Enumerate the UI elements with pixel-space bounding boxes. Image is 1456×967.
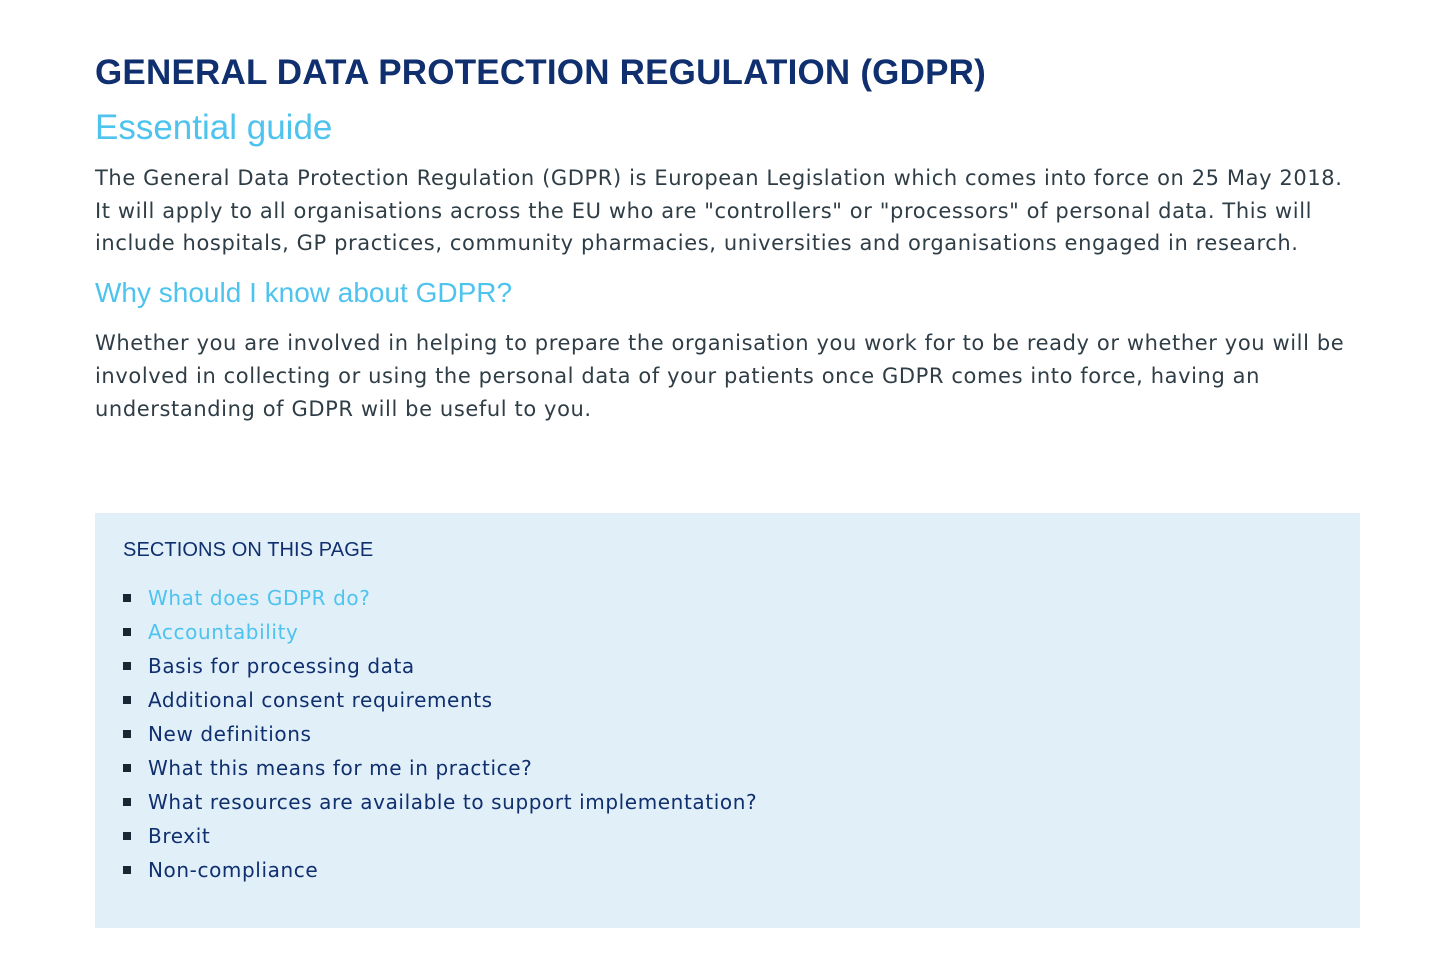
page-title: GENERAL DATA PROTECTION REGULATION (GDPR) (95, 53, 986, 92)
list-item (123, 649, 757, 683)
intro-paragraph: The General Data Protection Regulation (GDPR) is European Legislation which comes into force on 25 May 2018. It will apply to all organisations across the EU who are "controllers" or "processors" of personal data. This will include hospitals, GP practices, community pharmacies, universities and organisations engaged in research. (95, 166, 1343, 256)
section-link-basis-for-processing[interactable]: Basis for processing data (148, 654, 415, 678)
list-item (123, 751, 757, 785)
bullet-icon (123, 764, 131, 772)
why-heading: Why should I know about GDPR? (95, 277, 513, 309)
section-link-accountability[interactable]: Accountability (148, 620, 299, 644)
section-link-resources[interactable]: What resources are available to support implementation? (148, 790, 758, 814)
sections-panel (95, 513, 1360, 928)
section-link-brexit[interactable]: Brexit (148, 824, 211, 848)
page-subtitle: Essential guide (95, 108, 333, 147)
bullet-icon (123, 866, 131, 874)
list-item (123, 717, 757, 751)
list-item (123, 819, 757, 853)
section-link-non-compliance[interactable]: Non-compliance (148, 858, 319, 882)
bullet-icon (123, 628, 131, 636)
section-link-what-does-gdpr-do[interactable]: What does GDPR do? (148, 586, 371, 610)
bullet-icon (123, 594, 131, 602)
sections-list (123, 581, 757, 887)
bullet-icon (123, 730, 131, 738)
section-link-new-definitions[interactable]: New definitions (148, 722, 312, 746)
why-paragraph: Whether you are involved in helping to prepare the organisation you work for to be ready or whether you will be involved in collecting or using the personal data of your patients once GDPR comes into force, having an understanding of GDPR will be useful to you. (95, 331, 1345, 421)
bullet-icon (123, 662, 131, 670)
sections-title: SECTIONS ON THIS PAGE (123, 539, 374, 561)
bullet-icon (123, 696, 131, 704)
list-item (123, 853, 757, 887)
list-item (123, 581, 757, 615)
section-link-additional-consent[interactable]: Additional consent requirements (148, 688, 493, 712)
list-item (123, 615, 757, 649)
bullet-icon (123, 832, 131, 840)
list-item (123, 683, 757, 717)
bullet-icon (123, 798, 131, 806)
section-link-what-this-means[interactable]: What this means for me in practice? (148, 756, 533, 780)
article (95, 50, 1360, 425)
list-item (123, 785, 757, 819)
